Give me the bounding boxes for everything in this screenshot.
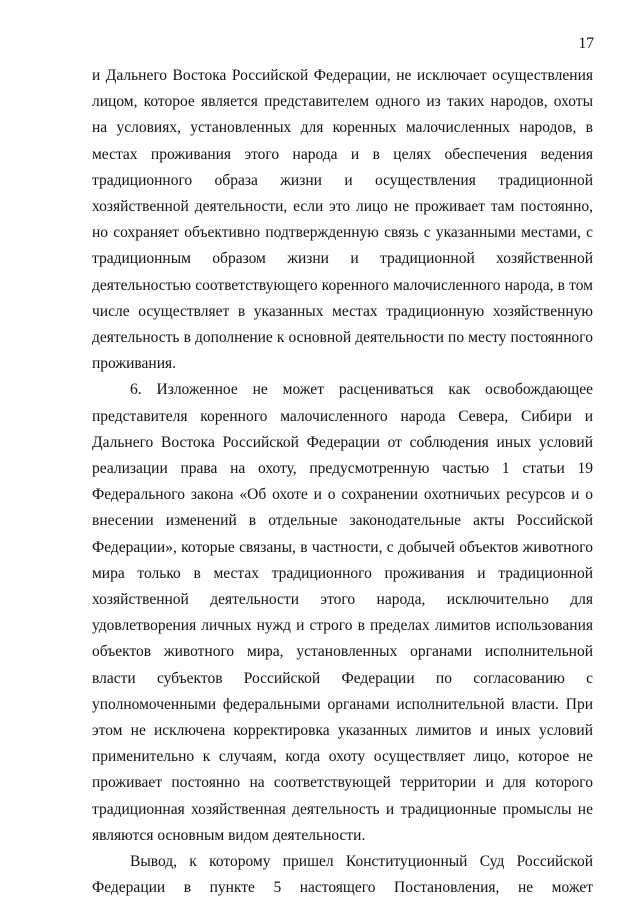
document-body <box>92 63 593 902</box>
paragraph-conclusion: Вывод, к которому пришел Конституционный Суд Российской Федерации в пункте 5 настоящего Постановления, не может <box>92 853 593 897</box>
page-number: 17 <box>578 35 594 52</box>
paragraph-item-6: 6. Изложенное не может расцениваться как освобождающее представителя коренного малочисленного народа Севера, Сибири и Дальнего Востока Российской Федерации от соблюдения иных условий реализации права на охоту, предусмотренную частью 1 статьи 19 Федерального закона «Об охоте и о сохранении охотничьих ресурсов и о внесении изменений в отдельные законодательные акты Российской Федерации», которые связаны, в частности, с добычей объектов животного мира только в местах традиционного проживания и традиционной хозяйственной деятельности этого народа, исключительно для удовлетворения личных нужд и строго в пределах лимитов использования объектов животного мира, установленных органами исполнительной власти субъектов Российской Федерации по согласованию с уполномоченными федеральными органами исполнительной власти. При этом не исключена корректировка указанных лимитов и иных условий применительно к случаям, когда охоту осуществляет лицо, которое не проживает постоянно на соответствующей территории и для которого традиционная хозяйственная деятельность и традиционные промыслы не являются основным видом деятельности. <box>92 381 593 844</box>
paragraph-continuation: и Дальнего Востока Российской Федерации, не исключает осуществления лицом, которое является представителем одного из таких народов, охоты на условиях, установленных для коренных малочисленных народов, в местах проживания этого народа и в целях обеспечения ведения традиционного образа жизни и осуществления традиционной хозяйственной деятельности, если это лицо не проживает там постоянно, но сохраняет объективно подтвержденную связь с указанными местами, с традиционным образом жизни и традиционной хозяйственной деятельностью соответствующего коренного малочисленного народа, в том числе осуществляет в указанных местах традиционную хозяйственную деятельность в дополнение к основной деятельности по месту постоянного проживания. <box>92 67 593 373</box>
